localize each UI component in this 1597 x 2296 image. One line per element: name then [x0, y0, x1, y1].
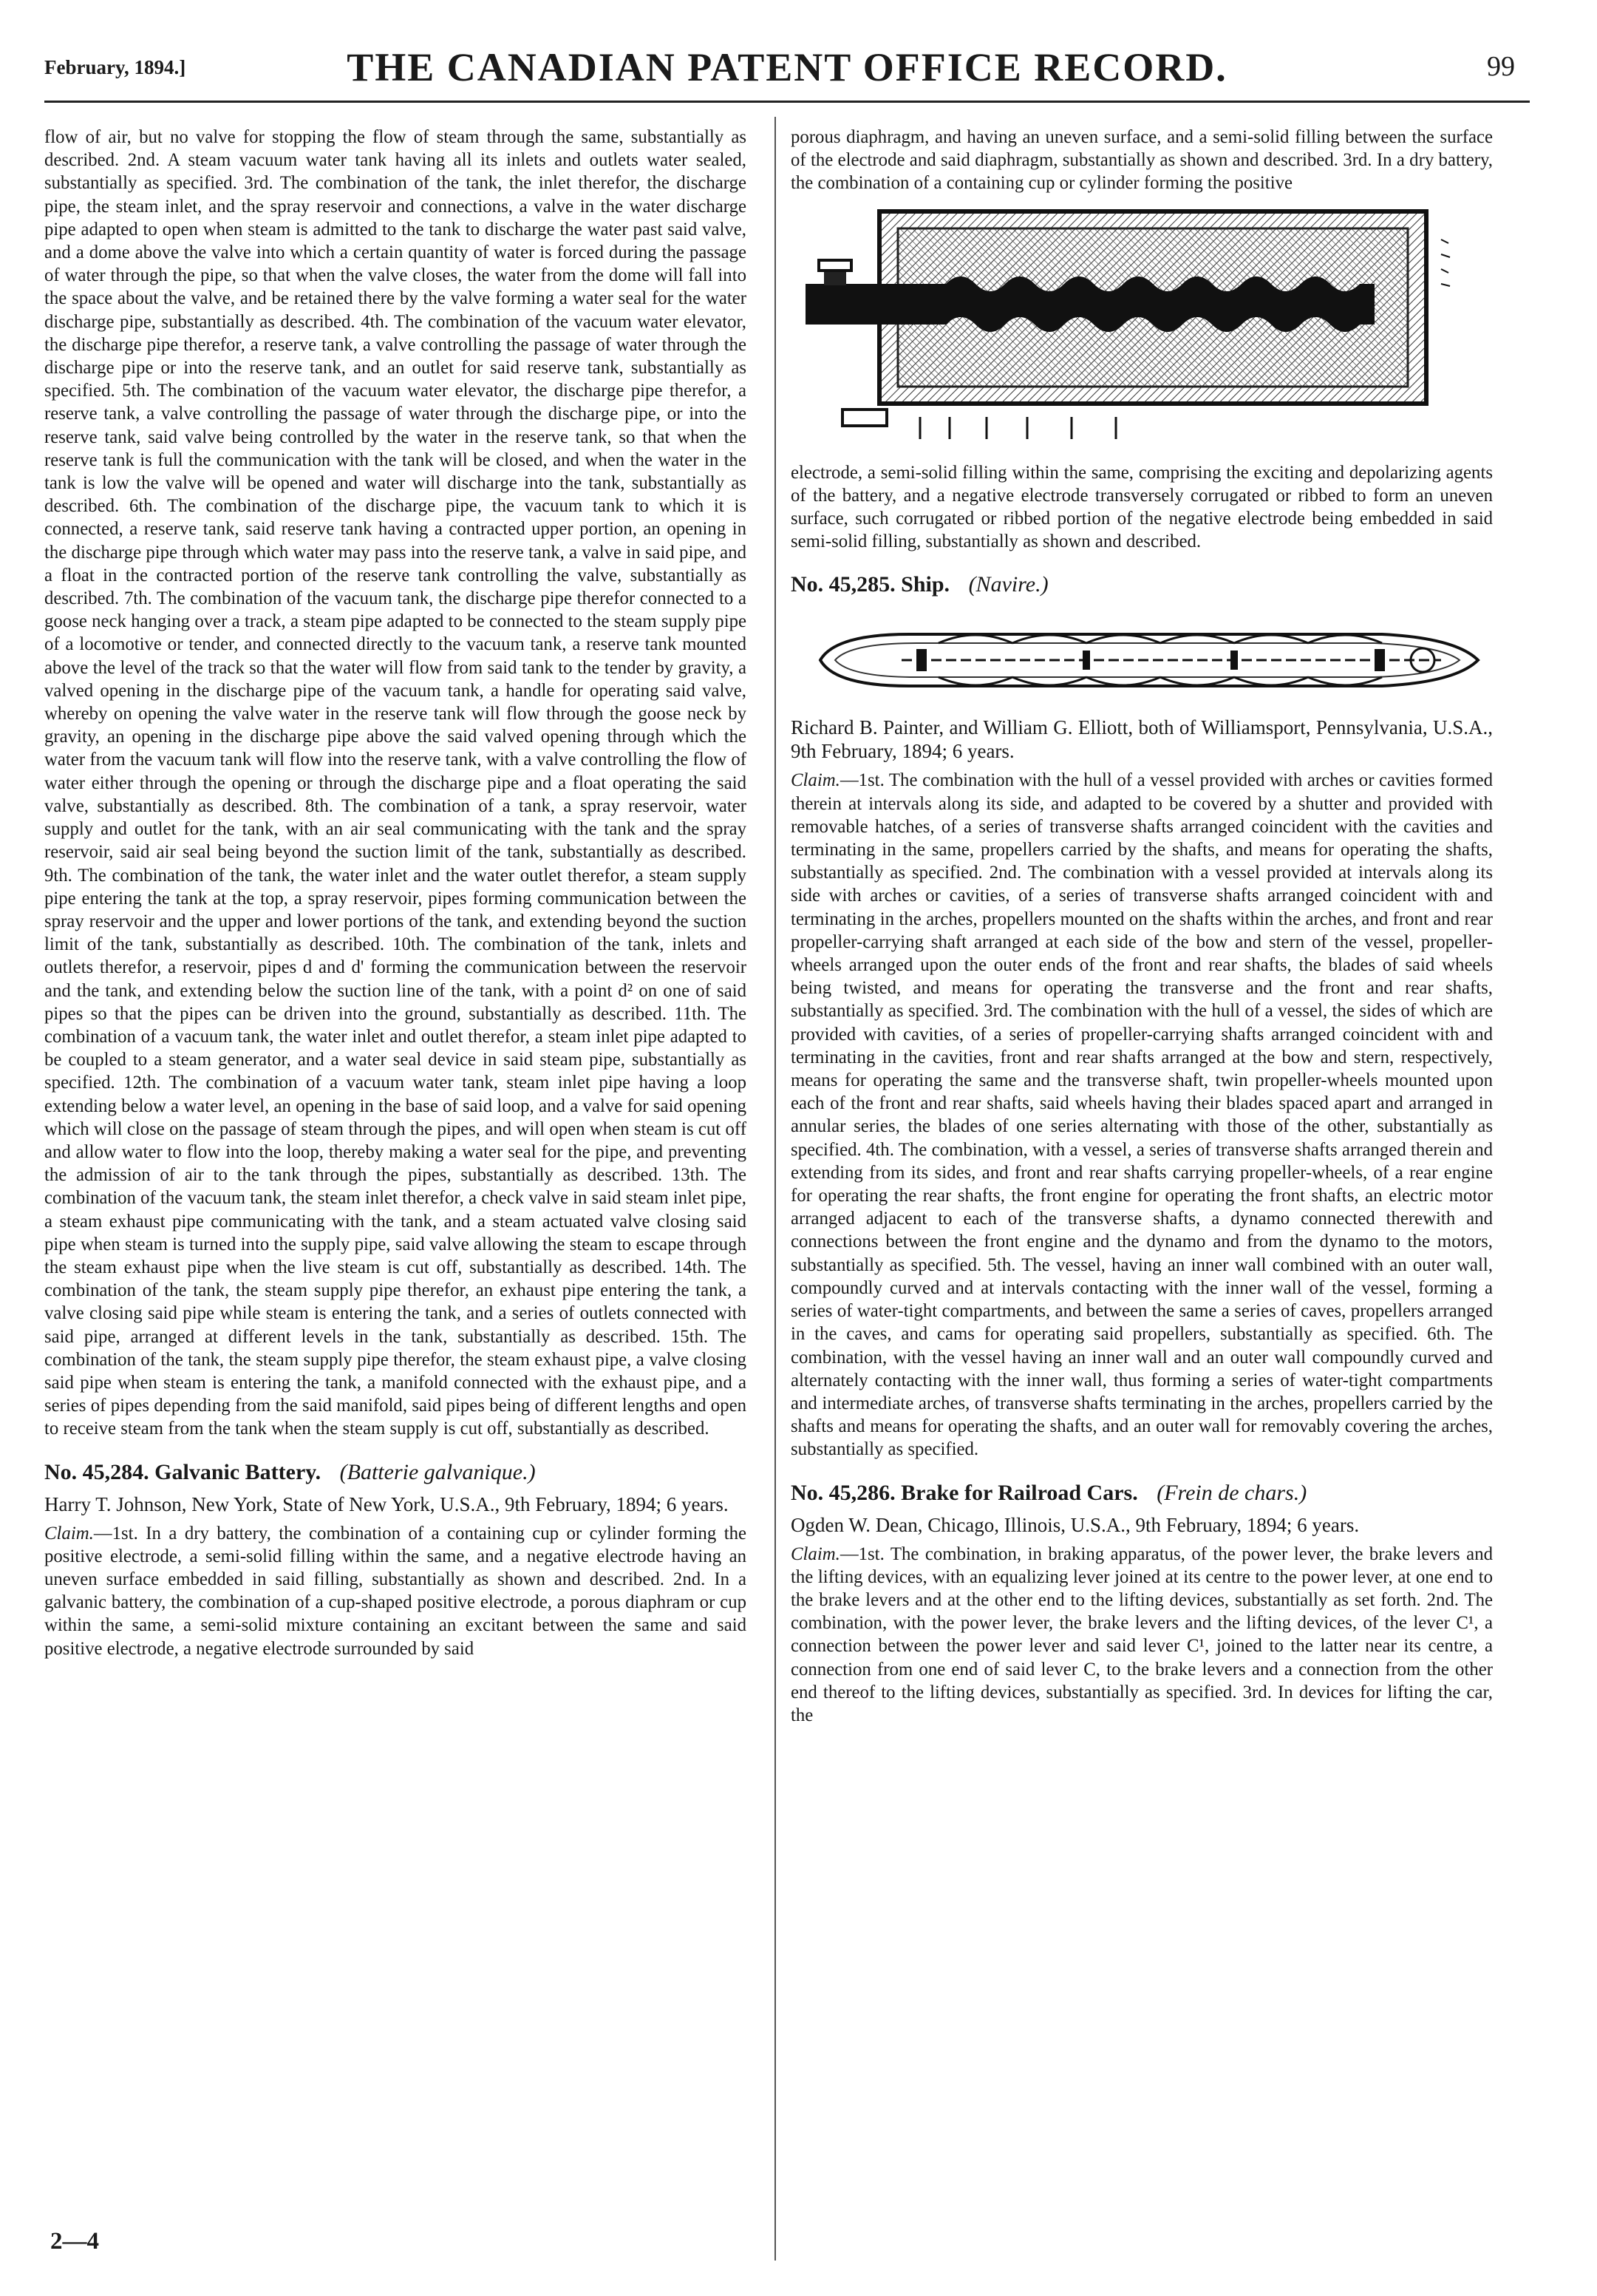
patent-number: No. 45,285.	[791, 572, 896, 597]
column-divider	[774, 117, 776, 2261]
header-title: THE CANADIAN PATENT OFFICE RECORD.	[347, 45, 1227, 89]
claim-paragraph	[791, 769, 1493, 1461]
battery-text-bottom: electrode, a semi-solid filling within the same, comprising the exciting and depolarizing agents of the battery, and a negative electrode transversely corrugated or ribbed to form an uneven surface, such corrugated or ribbed portion of the negative electrode being embedded in said semi-solid filling, substantially as shown and described.	[791, 462, 1493, 552]
battery-drawing-svg	[791, 195, 1493, 461]
ship-drawing-svg	[791, 605, 1493, 716]
patent-name: Ship.	[901, 572, 950, 597]
signature-mark: 2—4	[50, 2228, 99, 2255]
claim-label: Claim.	[791, 770, 840, 791]
patent-name: Brake for Railroad Cars.	[901, 1480, 1138, 1505]
claim-text: —1st. The combination, in braking apparatus, of the power lever, the brake levers and the lifting devices, with an equalizing lever joined at its centre to the power lever, at one end to the brake levers and at the other end to the lifting devices, substantially as set forth. 2nd. The combination, with the power lever, the brake levers and the lifting devices, of the lever C¹, a connection between the power lever and said lever C¹, joined to the latter near its centre, a connection from one end of said lever C, to the brake levers and a connection from the other end thereof to the lifting devices, substantially as specified. 3rd. In devices for lifting the car, the	[791, 1543, 1493, 1725]
page	[44, 30, 1530, 2277]
page-header	[44, 30, 1530, 96]
patent-number: No. 45,286.	[791, 1480, 896, 1505]
claim-paragraph	[44, 1522, 746, 1660]
battery-cross-section-drawing	[791, 195, 1493, 461]
claim-text: —1st. In a dry battery, the combination of a containing cup or cylinder forming the positive electrode, a semi-solid filling within the same, and a negative electrode having an uneven surface embedded in said filling, substantially as shown and described. 2nd. In a galvanic battery, the combination of a cup-shaped positive electrode, a porous diaphram or cup within the same, a semi-solid mixture containing an excitant between the same and said positive electrode, a negative electrode surrounded by said	[44, 1523, 746, 1659]
patent-french-name: (Batterie galvanique.)	[339, 1459, 536, 1484]
patent-french-name: (Frein de chars.)	[1157, 1480, 1307, 1505]
claim-paragraph	[791, 1543, 1493, 1728]
inventor-line: Richard B. Painter, and William G. Elliott, both of Williamsport, Pennsylvania, U.S.A., 9th February, 1894; 6 years.	[791, 716, 1493, 763]
header-rule	[44, 101, 1530, 103]
patent-name: Galvanic Battery.	[154, 1459, 321, 1484]
patent-number: No. 45,284.	[44, 1459, 149, 1484]
left-column	[44, 126, 746, 1660]
claim-label: Claim.	[791, 1543, 840, 1564]
ship-hull-plan-drawing	[791, 605, 1493, 716]
continuation-claims: flow of air, but no valve for stopping the flow of steam through the same, substantially as described. 2nd. A steam vacuum water tank having all its inlets and outlets water sealed, substantially as specified. 3rd. The combination of the tank, the inlet therefor, the discharge pipe, the steam inlet, and the spray reservoir and connections, a valve in the water discharge pipe adapted to open when steam is admitted to the tank to discharge the water past said valve, and a dome above the valve into which a certain quantity of water is forced during the passage of water through the pipe, so that when the valve closes, the water from the dome will fall into the space about the valve, and be retained there by the valve forming a water seal for the water discharge pipe, substantially as described. 4th. The combination of the vacuum water elevator, the discharge pipe therefor, a reserve tank, a valve controlling the passage of water through the discharge pipe or into the reserve tank, and an outlet for said reserve tank, substantially as specified. 5th. The combination of the vacuum water elevator, the discharge pipe therefor, a reserve tank, a valve controlling the passage of water through the discharge pipe, or into the reserve tank, said valve being controlled by the water in the reserve tank, so that when the reserve tank is full the communication with the tank will be closed, and when the water in the tank is low the valve will be opened and water will discharge into the tank, substantially as described. 6th. The combination of the discharge pipe, the vacuum tank to which it is connected, a reserve tank, said reserve tank having a contracted upper portion, an opening in the discharge pipe through which water may pass into the reserve tank, a valve in said pipe, and a float in the contracted portion of the reserve tank controlling the valve, substantially as described. 7th. The combination of the vacuum tank, the discharge pipe therefor connected to a goose neck hanging over a track, a steam pipe adapted to be connected to the steam supply pipe of a locomotive or tender, and connected directly to the vacuum tank, a reserve tank mounted above the level of the track so that the water will flow from said tank to the tender by gravity, a valved opening in the discharge pipe of the vacuum tank, a handle for operating said valve, whereby on opening the valve water in the reserve tank will flow through the goose neck by gravity, an opening in the discharge pipe above the said valved opening through which the water from the vacuum tank will flow into the reserve tank, with a valve controlling the flow of water either through the opening or through the discharge pipe and a float operating the said valve, substantially as described. 8th. The combination of a tank, a spray reservoir, water supply and outlet for the tank, with an air seal communicating with the tank and the spray reservoir, said air seal being beyond the suction limit of the tank, substantially as described. 9th. The combination of the tank, the water inlet and the water outlet therefor, a steam supply pipe entering the tank at the top, a spray reservoir, pipes forming communication between the spray reservoir and the upper and lower portions of the tank, and extending beyond the suction limit of the tank, substantially as described. 10th. The combination of the tank, inlets and outlets therefor, a reservoir, pipes d and d' forming the communication between the reservoir and the tank, and extending below the suction line of the tank, with a point d² on one of said pipes so that the pipes can be driven into the ground, substantially as described. 11th. The combination of a vacuum tank, the water inlet and outlet therefor, a steam inlet pipe adapted to be coupled to a steam generator, and a water seal device in said steam pipe, substantially as specified. 12th. The combination of a vacuum water tank, steam inlet pipe having a loop extending below a water level, an opening in the base of said loop, and a valve for said opening which will close on the passage of steam through the pipes, and will open when steam is cut off and allow water to flow into the loop, thereby making a water seal for the pipe, and preventing the admission of air to the tank through the pipes, substantially as described. 13th. The combination of the vacuum tank, the steam inlet therefor, a check valve in said steam inlet pipe, a steam exhaust pipe communicating with the tank, and a steam actuated valve closing said pipe when steam is turned into the supply pipe, said valve allowing the steam to escape through the steam exhaust pipe when the live steam is cut off, substantially as described. 14th. The combination of the tank, the steam supply pipe therefor, an exhaust pipe entering the tank, a valve closing said pipe while steam is entering the tank, and a series of outlets connected with said pipe, arranged at different levels in the tank, substantially as described. 15th. The combination of the tank, the steam supply pipe therefor, the steam exhaust pipe, a valve closing said pipe when steam is entering the tank, a manifold connected with the exhaust pipe, and a series of pipes depending from the said manifold, said pipes being of different lengths and open to receive steam from the tank when the steam supply is cut off, substantially as described.	[44, 127, 746, 1439]
header-page-number: 99	[1487, 51, 1515, 82]
entry-heading-45284	[44, 1460, 746, 1485]
battery-text-top: porous diaphragm, and having an uneven surface, and a semi-solid filling between the surface of the electrode and said diaphragm, substantially as shown and described. 3rd. In a dry battery, the combination of a containing cup or cylinder forming the positive	[791, 127, 1493, 194]
claim-label: Claim.	[44, 1523, 94, 1543]
entry-heading-45286	[791, 1481, 1493, 1506]
patent-french-name: (Navire.)	[968, 572, 1049, 597]
inventor-line: Ogden W. Dean, Chicago, Illinois, U.S.A., 9th February, 1894; 6 years.	[791, 1513, 1360, 1536]
inventor-line: Harry T. Johnson, New York, State of New York, U.S.A., 9th February, 1894; 6 years.	[44, 1492, 729, 1515]
header-date: February, 1894.]	[44, 56, 186, 78]
right-column	[791, 126, 1493, 1727]
claim-text: —1st. The combination with the hull of a vessel provided with arches or cavities formed therein at intervals along its side, and adapted to be covered by a shutter and provided with removable hatches, of a series of transverse shafts arranged coincident with the cavities and terminating in the same, propellers carried by the shafts, and means for operating the shafts, substantially as specified. 2nd. The combination with a vessel provided at intervals along its side with arches or cavities, of a series of transverse shafts arranged coincident with and terminating in the arches, propellers mounted on the shafts within the arches, and front and rear propeller-carrying shaft arranged at each side of the bow and stern of the vessel, propeller-wheels arranged upon the outer ends of the front and rear shafts, the blades of said wheels being twisted, and means for operating the transverse and the front and rear shafts, substantially as specified. 3rd. The combination with the hull of a vessel, the sides of which are provided with cavities, of a series of propeller-carrying shafts arranged coincident with and terminating in the cavities, front and rear shafts arranged at the bow and stern, respectively, means for operating the same and the transverse shaft, twin propeller-wheels mounted upon each of the front and rear shafts, said wheels having their blades spaced apart and arranged in annular series, the blades of one series alternating with those of the other, substantially as specified. 4th. The combination, with a vessel, a series of transverse shafts arranged therein and extending from its sides, and front and rear shafts carrying propeller-wheels, of a rear engine for operating the rear shafts, the front engine for operating the front shafts, an electric motor arranged adjacent to each of the transverse shafts, a dynamo connected therewith and connections between the front engine and the dynamo and from the dynamo to the motors, substantially as specified. 5th. The vessel, having an inner wall combined with an outer wall, compoundly curved and at intervals contacting with the inner wall of the vessel, forming a series of water-tight compartments, and between the same a series of caves, propellers arranged in the caves, and cams for operating said propellers, substantially as specified. 6th. The combination, with the vessel having an inner wall and an outer wall compoundly curved and alternately contacting with the inner wall, thus forming a series of water-tight compartments and intermediate arches, of transverse shafts terminating in the arches, propellers carried by the shafts and means for operating the shafts, and an outer wall for removably covering the arches, substantially as specified.	[791, 770, 1493, 1460]
entry-heading-45285	[791, 572, 1493, 597]
